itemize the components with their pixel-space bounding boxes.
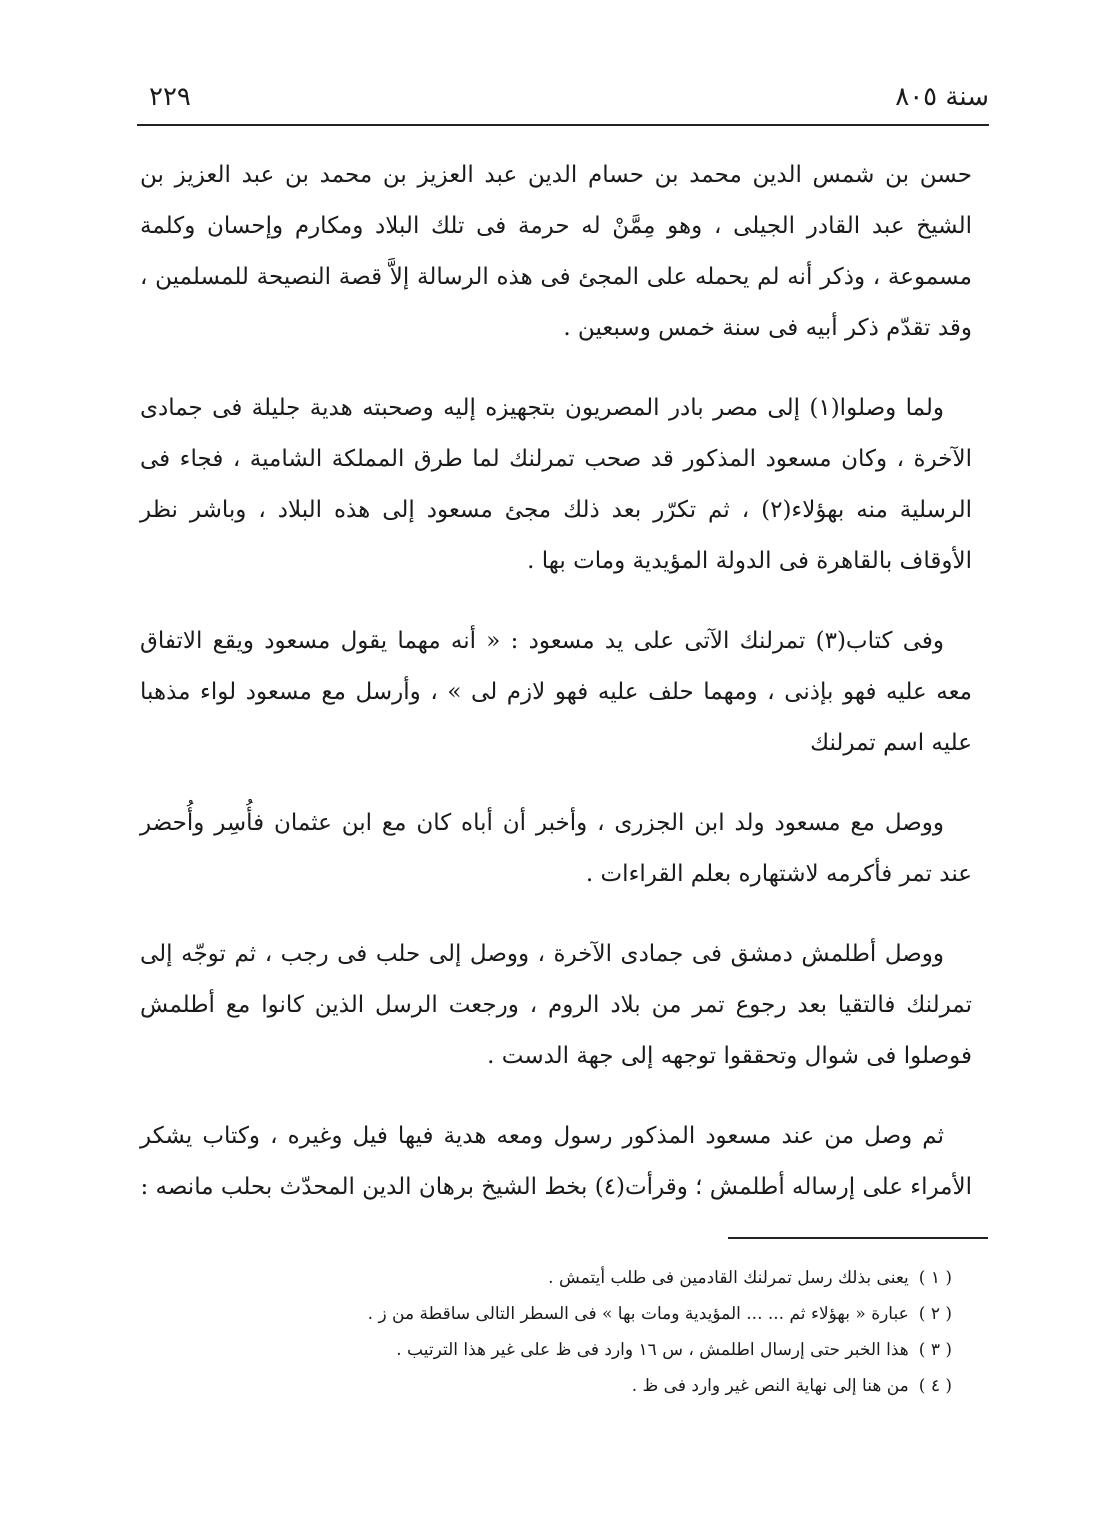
footnote-text: من هنا إلى نهاية النص غير وارد فى ظ . bbox=[631, 1376, 909, 1396]
footnote bbox=[396, 1332, 952, 1368]
paragraph: ووصل أطلمش دمشق فى جمادى الآخرة ، ووصل إلى حلب فى رجب ، ثم توجّه إلى تمرلنك فالتقيا بعد رجوع تمر من بلاد الروم ، ورجعت الرسل الذين كانوا مع أطلمش فوصلوا فى شوال وتحققوا توجهه إلى جهة الدست . bbox=[140, 941, 972, 1069]
footnotes bbox=[367, 1260, 952, 1404]
footnote bbox=[400, 1368, 952, 1404]
footnote-number: ( ٢ ) bbox=[918, 1304, 952, 1324]
footnote-text: هذا الخبر حتى إرسال اطلمش ، س ١٦ وارد فى ظ على غير هذا الترتيب . bbox=[396, 1340, 909, 1360]
footnote bbox=[367, 1296, 952, 1332]
paragraph: حسن بن شمس الدين محمد بن حسام الدين عبد العزيز بن محمد بن عبد العزيز بن الشيخ عبد القادر الجيلى ، وهو مِمَّنْ له حرمة فى تلك البلاد ومكارم وإحسان وكلمة مسموعة ، وذكر أنه لم يحمله على المجئ فى هذه الرسالة إلاَّ قصة النصيحة للمسلمين ، وقد تقدّم ذكر أبيه فى سنة خمس وسبعين . bbox=[140, 162, 972, 341]
header-rule bbox=[137, 124, 989, 126]
page-header bbox=[137, 82, 989, 120]
footnote-number: ( ١ ) bbox=[918, 1268, 952, 1288]
footnote-text: يعنى بذلك رسل تمرلنك القادمين فى طلب أيتمش . bbox=[548, 1268, 909, 1288]
paragraph: ولما وصلوا(١) إلى مصر بادر المصريون بتجهيزه إليه وصحبته هدية جليلة فى جمادى الآخرة ، وكان مسعود المذكور قد صحب تمرلنك لما طرق المملكة الشامية ، فجاء فى الرسلية منه بهؤلاء(٢) ، ثم تكرّر بعد ذلك مجئ مسعود إلى هذه البلاد ، وباشر نظر الأوقاف بالقاهرة فى الدولة المؤيدية ومات بها . bbox=[140, 395, 973, 574]
page-number: ٢٢٩ bbox=[149, 82, 191, 112]
footnote-text: عبارة « بهؤلاء ثم ... ... المؤيدية ومات بها » فى السطر التالى ساقطة من ز . bbox=[367, 1304, 909, 1324]
footnote-number: ( ٣ ) bbox=[918, 1340, 952, 1360]
paragraph: ثم وصل من عند مسعود المذكور رسول ومعه هدية فيها فيل وغيره ، وكتاب يشكر الأمراء على إرساله أطلمش ؛ وقرأت(٤) بخط الشيخ برهان الدين المحدّث بحلب مانصه : bbox=[140, 1123, 972, 1200]
running-head-year: سنة ٨٠٥ bbox=[895, 82, 989, 112]
footnote-rule bbox=[728, 1237, 988, 1239]
main-text bbox=[140, 150, 972, 1242]
paragraph: وفى كتاب(٣) تمرلنك الآتى على يد مسعود : « أنه مهما يقول مسعود ويقع الاتفاق معه عليه فهو بإذنى ، ومهما حلف عليه فهو لازم لى » ، وأرسل مع مسعود لواء مذهبا عليه اسم تمرلنك bbox=[140, 628, 972, 756]
footnote-number: ( ٤ ) bbox=[918, 1376, 952, 1396]
paragraph: ووصل مع مسعود ولد ابن الجزرى ، وأخبر أن أباه كان مع ابن عثمان فأُسِر وأُحضر عند تمر فأكرمه لاشتهاره بعلم القراءات . bbox=[140, 810, 972, 887]
footnote bbox=[400, 1260, 952, 1296]
